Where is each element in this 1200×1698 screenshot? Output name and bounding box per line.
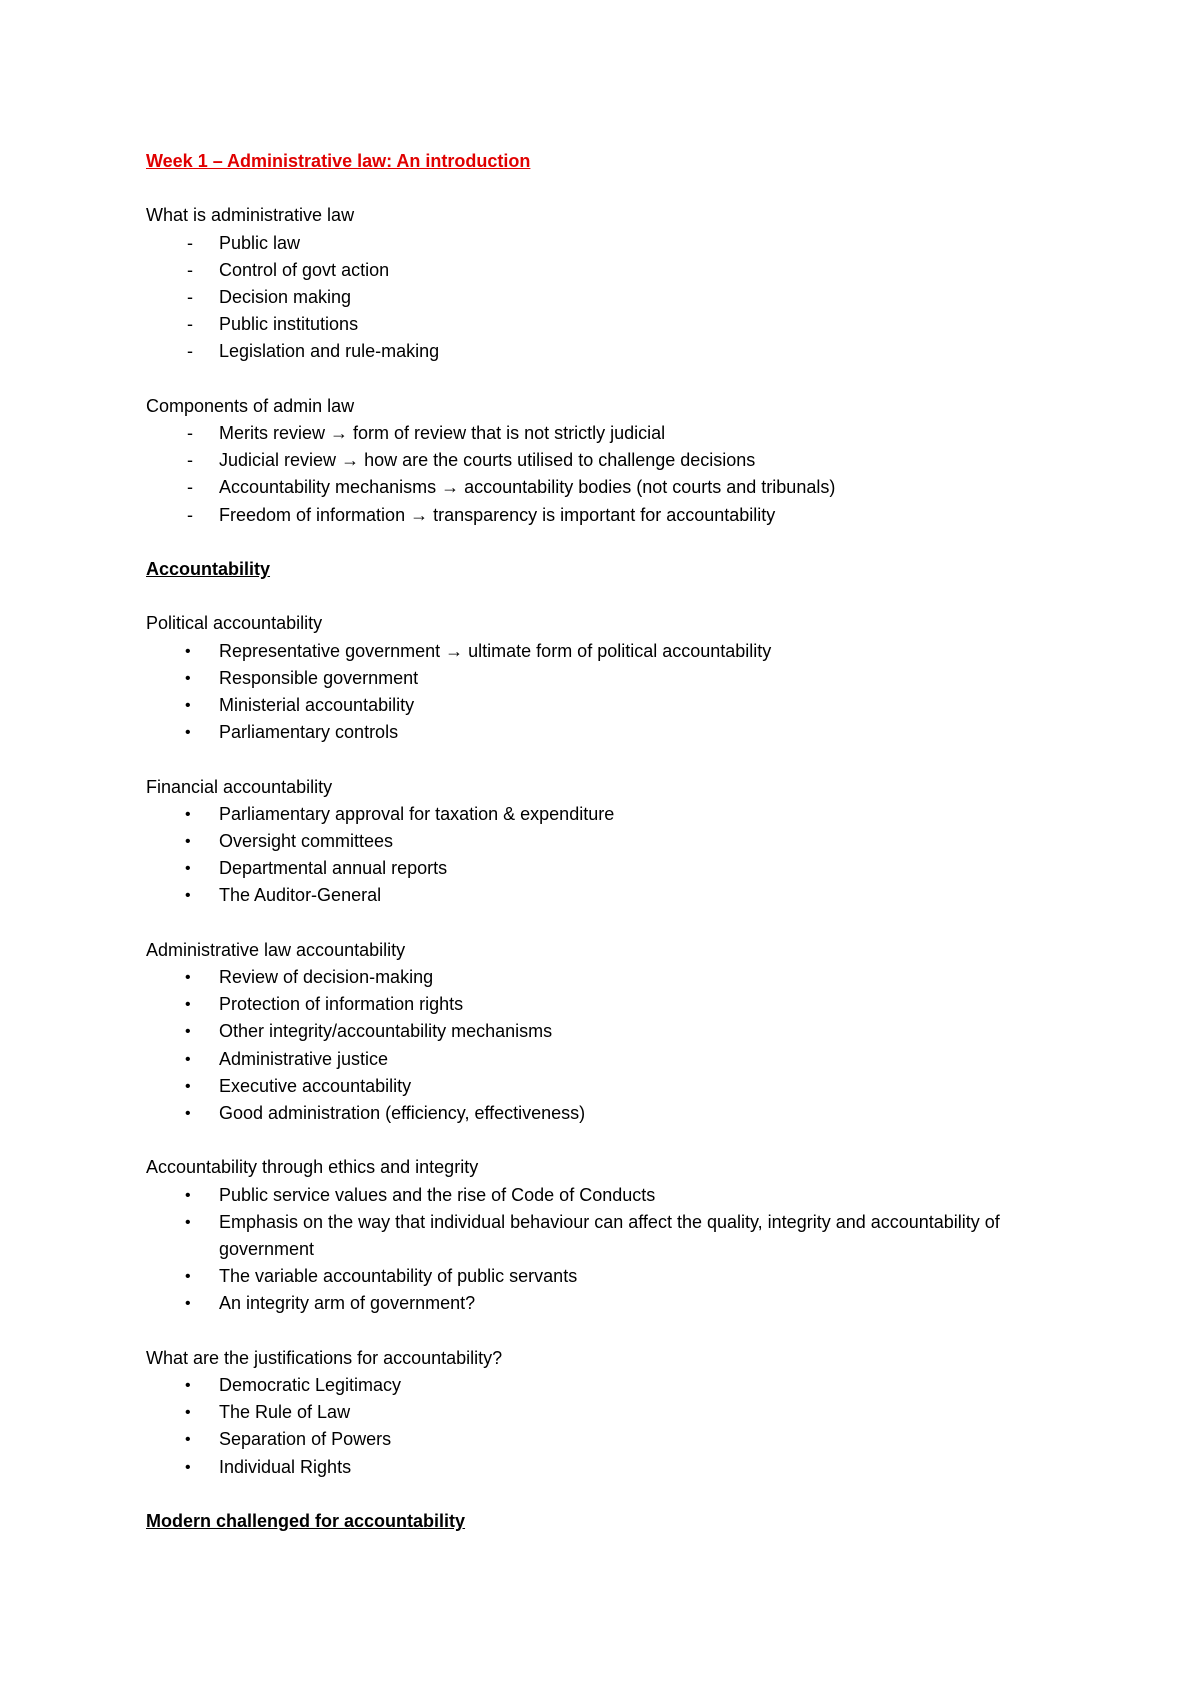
list-item — [146, 1182, 1046, 1209]
dash-marker: - — [187, 232, 193, 253]
political-list — [146, 638, 1046, 747]
item-description: accountability bodies (not courts and tribunals) — [464, 477, 836, 498]
financial-list — [146, 801, 1046, 910]
bullet-marker: • — [185, 1077, 191, 1095]
bullet-marker: • — [185, 1050, 191, 1068]
subsection-heading-admin-law: Administrative law accountability — [146, 939, 406, 960]
list-item-text: An integrity arm of government? — [219, 1293, 476, 1314]
section-heading-what-is: What is administrative law — [146, 205, 355, 226]
spacer — [146, 175, 1046, 202]
list-item — [146, 828, 1046, 855]
bullet-marker: • — [185, 1404, 191, 1422]
bullet-marker: • — [185, 1376, 191, 1394]
section-heading-accountability: Accountability — [146, 558, 271, 579]
bullet-marker: • — [185, 996, 191, 1014]
list-item — [146, 692, 1046, 719]
list-item-text: Parliamentary controls — [219, 722, 399, 743]
item-term: Merits review — [219, 422, 326, 443]
spacer — [146, 746, 1046, 773]
bullet-marker: • — [185, 642, 191, 660]
spacer — [146, 1127, 1046, 1154]
subsection-heading-political: Political accountability — [146, 613, 323, 634]
bullet-marker: • — [185, 1186, 191, 1204]
subsection-heading-financial: Financial accountability — [146, 776, 333, 797]
item-term: Judicial review — [219, 450, 337, 471]
list-item-text: Separation of Powers — [219, 1429, 392, 1450]
list-item — [146, 1073, 1046, 1100]
list-item-text: Executive accountability — [219, 1075, 412, 1096]
list-item — [146, 420, 1046, 447]
list-item-text: The Rule of Law — [219, 1402, 351, 1423]
list-item-text: Review of decision-making — [219, 966, 434, 987]
list-item-text: Parliamentary approval for taxation & expenditure — [219, 803, 615, 824]
list-item — [146, 1209, 1046, 1263]
list-item — [146, 502, 1046, 529]
ethics-list — [146, 1182, 1046, 1318]
dash-marker: - — [187, 259, 193, 280]
what-is-list — [146, 230, 1046, 366]
list-item-text: Legislation and rule-making — [219, 341, 440, 362]
bullet-marker: • — [185, 1458, 191, 1476]
list-item — [146, 991, 1046, 1018]
list-item — [146, 1399, 1046, 1426]
bullet-marker: • — [185, 1431, 191, 1449]
list-item — [146, 855, 1046, 882]
dash-marker: - — [187, 504, 193, 525]
section-heading-modern-challenges: Modern challenged for accountability — [146, 1510, 466, 1531]
spacer — [146, 910, 1046, 937]
item-description: how are the courts utilised to challenge decisions — [364, 450, 756, 471]
list-item-text: Public law — [219, 232, 301, 253]
bullet-marker: • — [185, 805, 191, 823]
dash-marker: - — [187, 450, 193, 471]
arrow-icon: → — [341, 450, 360, 471]
list-item-text: Protection of information rights — [219, 994, 464, 1015]
list-item — [146, 1426, 1046, 1453]
bullet-marker: • — [185, 887, 191, 905]
dash-marker: - — [187, 341, 193, 362]
list-item — [146, 964, 1046, 991]
list-item — [146, 801, 1046, 828]
list-item — [146, 338, 1046, 365]
list-item — [146, 1100, 1046, 1127]
document-body — [146, 148, 1046, 1535]
arrow-icon: → — [410, 504, 429, 525]
bullet-marker: • — [185, 696, 191, 714]
list-item-text: Democratic Legitimacy — [219, 1374, 402, 1395]
dash-marker: - — [187, 286, 193, 307]
list-item — [146, 882, 1046, 909]
bullet-marker: • — [185, 832, 191, 850]
item-term: Freedom of information — [219, 504, 406, 525]
list-item-text: The variable accountability of public servants — [219, 1266, 578, 1287]
subsection-heading-ethics: Accountability through ethics and integrity — [146, 1157, 479, 1178]
list-item — [146, 257, 1046, 284]
bullet-marker: • — [185, 1295, 191, 1313]
bullet-marker: • — [185, 724, 191, 742]
spacer — [146, 583, 1046, 610]
list-item — [146, 1046, 1046, 1073]
list-item — [146, 447, 1046, 474]
item-term: Accountability mechanisms — [219, 477, 437, 498]
item-term: Representative government — [219, 640, 441, 661]
list-item-text: Control of govt action — [219, 259, 390, 280]
item-description: ultimate form of political accountability — [468, 640, 772, 661]
list-item — [146, 1263, 1046, 1290]
list-item — [146, 474, 1046, 501]
list-item — [146, 1454, 1046, 1481]
list-item — [146, 1372, 1046, 1399]
list-item — [146, 1290, 1046, 1317]
spacer — [146, 1481, 1046, 1508]
bullet-marker: • — [185, 968, 191, 986]
spacer — [146, 529, 1046, 556]
arrow-icon: → — [445, 640, 464, 661]
bullet-marker: • — [185, 1213, 191, 1231]
spacer — [146, 366, 1046, 393]
list-item-text: Other integrity/accountability mechanisms — [219, 1021, 553, 1042]
list-item-text: Emphasis on the way that individual behaviour can affect the quality, integrity and accountability of government — [219, 1211, 1000, 1259]
list-item-text: Departmental annual reports — [219, 858, 448, 879]
arrow-icon: → — [441, 477, 460, 498]
list-item-text: Administrative justice — [219, 1048, 389, 1069]
arrow-icon: → — [330, 422, 349, 443]
list-item-text: Individual Rights — [219, 1456, 352, 1477]
spacer — [146, 1318, 1046, 1345]
subsection-heading-justifications: What are the justifications for accountability? — [146, 1347, 503, 1368]
section-heading-components: Components of admin law — [146, 395, 355, 416]
list-item-text: Oversight committees — [219, 830, 394, 851]
bullet-marker: • — [185, 1268, 191, 1286]
list-item-text: Ministerial accountability — [219, 694, 415, 715]
list-item — [146, 719, 1046, 746]
item-description: form of review that is not strictly judicial — [353, 422, 666, 443]
item-description: transparency is important for accountability — [433, 504, 776, 525]
list-item-text: The Auditor-General — [219, 885, 382, 906]
dash-marker: - — [187, 422, 193, 443]
list-item-text: Good administration (efficiency, effectiveness) — [219, 1102, 586, 1123]
components-list — [146, 420, 1046, 529]
document-title: Week 1 – Administrative law: An introduction — [146, 151, 531, 171]
justifications-list — [146, 1372, 1046, 1481]
list-item — [146, 230, 1046, 257]
dash-marker: - — [187, 314, 193, 335]
list-item — [146, 665, 1046, 692]
list-item-text: Public institutions — [219, 314, 359, 335]
list-item-text: Responsible government — [219, 667, 419, 688]
list-item-text: Decision making — [219, 286, 352, 307]
bullet-marker: • — [185, 1023, 191, 1041]
list-item — [146, 1018, 1046, 1045]
admin-law-list — [146, 964, 1046, 1127]
bullet-marker: • — [185, 860, 191, 878]
list-item — [146, 284, 1046, 311]
bullet-marker: • — [185, 669, 191, 687]
dash-marker: - — [187, 477, 193, 498]
list-item — [146, 638, 1046, 665]
list-item — [146, 311, 1046, 338]
list-item-text: Public service values and the rise of Code of Conducts — [219, 1184, 656, 1205]
bullet-marker: • — [185, 1104, 191, 1122]
